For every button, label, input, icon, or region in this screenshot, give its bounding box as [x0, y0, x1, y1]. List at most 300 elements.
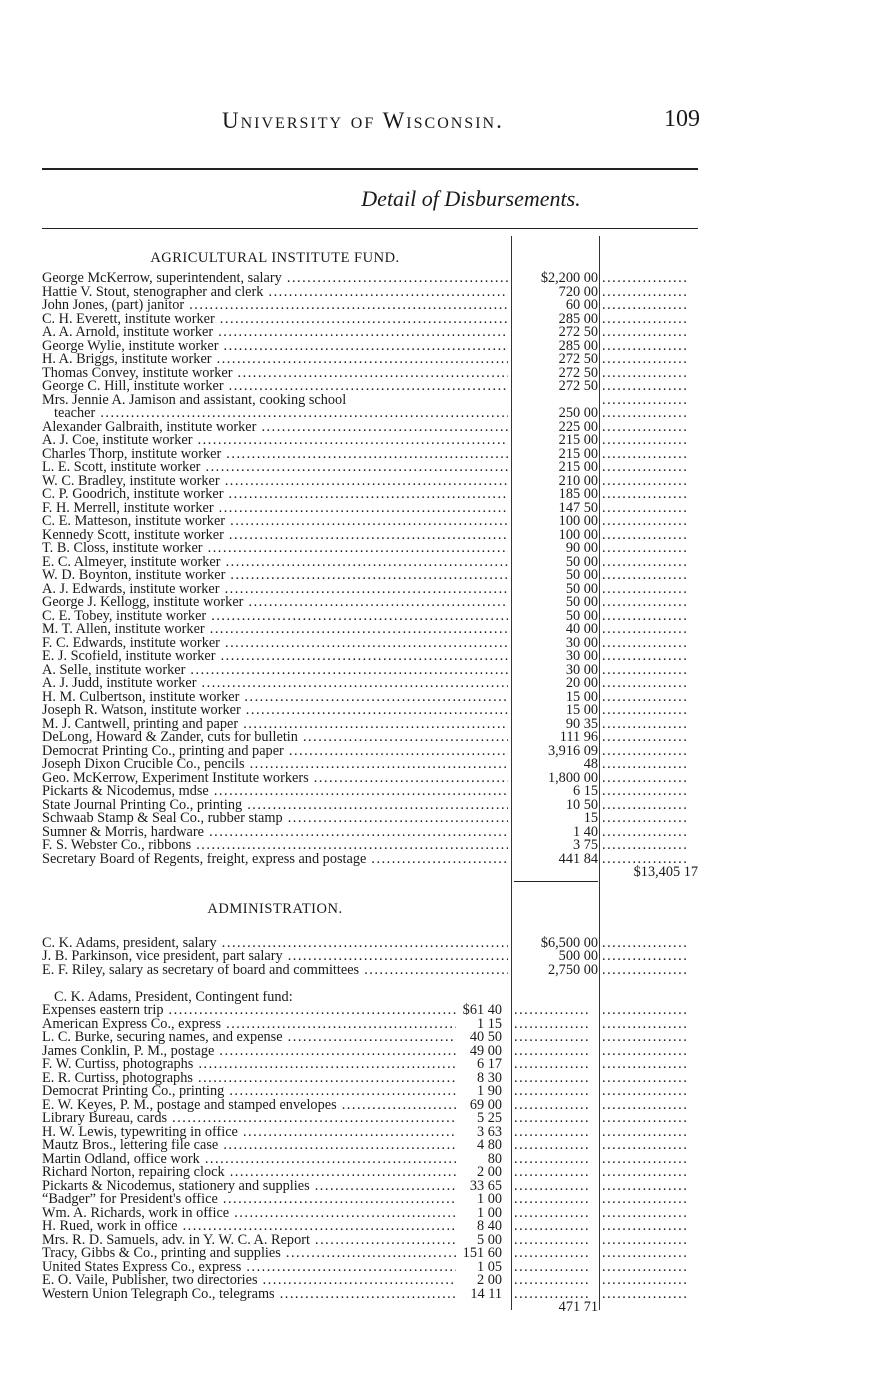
row-description: Expenses eastern trip ..... — [42, 1004, 456, 1018]
row-amount: 40 50 — [469, 1029, 502, 1045]
row-amount: 5 25 — [476, 1110, 502, 1126]
table-row — [42, 1031, 698, 1045]
dot-leader: ................. — [602, 1179, 689, 1193]
dot-leader: ................. — [602, 1139, 689, 1153]
table-row — [42, 553, 698, 570]
row-description: A. J. Edwards, institute worker ..... — [42, 583, 508, 597]
dot-leader: ................. — [602, 447, 689, 461]
dot-leader: ................. — [602, 1058, 689, 1072]
row-description: M. T. Allen, institute worker ..... — [42, 623, 508, 637]
row-amount: $6,500 00 — [540, 934, 598, 951]
row-description: E. F. Riley, salary as secretary of board and committees ..... — [42, 964, 508, 978]
dot-leader: ............... — [514, 1220, 591, 1234]
row-amount: 80 — [487, 1150, 502, 1167]
row-description: State Journal Printing Co., printing ..... — [42, 799, 508, 813]
row-description: L. C. Burke, securing names, and expense ..... — [42, 1031, 456, 1045]
row-amount: 100 00 — [558, 513, 598, 529]
administration-heading: ADMINISTRATION. — [207, 901, 343, 917]
page-number: 109 — [664, 106, 700, 132]
row-amount: 1 15 — [476, 1015, 502, 1032]
administration-section — [42, 899, 698, 1315]
contingent-heading-row — [42, 991, 698, 1005]
row-amount: 90 00 — [565, 540, 598, 556]
row-description: John Jones, (part) janitor ..... — [42, 299, 508, 313]
row-amount: 20 00 — [565, 675, 598, 691]
table-row — [42, 650, 698, 664]
row-amount: 6 15 — [572, 783, 598, 799]
row-description: teacher ..... — [42, 407, 508, 421]
row-amount: 60 00 — [565, 297, 598, 313]
table-row — [42, 1042, 698, 1059]
row-amount: 1 05 — [476, 1258, 502, 1275]
row-description: H. W. Lewis, typewriting in office ..... — [42, 1126, 456, 1140]
dot-leader: ................. — [602, 1004, 689, 1018]
row-amount: 30 00 — [565, 648, 598, 664]
dot-leader: ................. — [602, 285, 689, 299]
table-row — [42, 812, 698, 826]
table-row — [42, 1285, 698, 1302]
row-amount: 3,916 09 — [547, 742, 598, 759]
table-row — [42, 715, 698, 732]
row-amount: 6 17 — [476, 1056, 502, 1072]
row-amount: 49 00 — [469, 1042, 502, 1059]
table-row — [42, 1015, 698, 1032]
contingent-total-row — [42, 1301, 698, 1315]
table-row — [42, 364, 698, 381]
dot-leader: ................. — [602, 1152, 689, 1166]
dot-leader: ................. — [602, 1044, 689, 1058]
dot-leader: ................. — [602, 609, 689, 623]
dot-leader: ................. — [602, 963, 689, 977]
table-row — [42, 677, 698, 691]
row-description: H. M. Culbertson, institute worker ..... — [42, 691, 508, 705]
row-amount: 720 00 — [558, 283, 598, 300]
dot-leader: ................. — [602, 812, 689, 826]
row-amount: 500 00 — [558, 948, 598, 964]
table-row — [42, 731, 698, 745]
dot-leader: ................. — [602, 528, 689, 542]
row-description: F. S. Webster Co., ribbons ..... — [42, 839, 508, 853]
row-description: Democrat Printing Co., printing ..... — [42, 1085, 456, 1099]
table-row — [42, 580, 698, 597]
dot-leader: ................. — [602, 1112, 689, 1126]
table-row — [42, 380, 698, 394]
dot-leader: ................. — [602, 353, 689, 367]
row-description: Mrs. R. D. Samuels, adv. in Y. W. C. A. Report ..... — [42, 1234, 456, 1248]
running-title: University of Wisconsin. — [222, 108, 504, 133]
table-row — [42, 488, 698, 502]
row-description: H. A. Briggs, institute worker ..... — [42, 353, 508, 367]
row-description: F. C. Edwards, institute worker ..... — [42, 637, 508, 651]
agricultural-total: $13,405 17 — [633, 864, 698, 880]
agricultural-fund-heading: AGRICULTURAL INSTITUTE FUND. — [150, 250, 400, 266]
table-row — [42, 1193, 698, 1207]
row-amount: 50 00 — [565, 594, 598, 610]
table-row — [42, 445, 698, 462]
row-amount: 40 00 — [565, 621, 598, 637]
row-amount: 50 00 — [565, 607, 598, 624]
row-description: Charles Thorp, institute worker ..... — [42, 448, 508, 462]
row-description: American Express Co., express ..... — [42, 1018, 456, 1032]
dot-leader: ............... — [514, 1179, 591, 1193]
row-description: George McKerrow, superintendent, salary ..... — [42, 272, 508, 286]
row-amount: 1 00 — [476, 1191, 502, 1207]
row-description: E. J. Scofield, institute worker ..... — [42, 650, 508, 664]
contingent-rows — [42, 1004, 698, 1301]
table-row — [42, 634, 698, 651]
table-row — [42, 1096, 698, 1113]
table-row — [42, 526, 698, 543]
dot-leader: ............... — [514, 1139, 591, 1153]
row-description: L. E. Scott, institute worker ..... — [42, 461, 508, 475]
row-description: E. R. Curtiss, photographs ..... — [42, 1072, 456, 1086]
table-row — [42, 961, 698, 978]
table-row — [42, 1177, 698, 1194]
row-description: T. B. Closs, institute worker ..... — [42, 542, 508, 556]
row-amount: 2 00 — [476, 1164, 502, 1180]
row-description: A. Selle, institute worker ..... — [42, 664, 508, 678]
dot-leader: ................. — [602, 326, 689, 340]
table-row — [42, 769, 698, 786]
row-description: W. C. Bradley, institute worker ..... — [42, 475, 508, 489]
row-description: W. D. Boynton, institute worker ..... — [42, 569, 508, 583]
title-rule — [42, 228, 698, 229]
dot-leader: ................. — [602, 488, 689, 502]
row-description: C. E. Matteson, institute worker ..... — [42, 515, 508, 529]
row-amount: 215 00 — [558, 459, 598, 475]
row-amount: 272 50 — [558, 364, 598, 381]
dot-leader: ................. — [602, 731, 689, 745]
table-row — [42, 950, 698, 964]
dot-leader: ............... — [514, 1125, 591, 1139]
dot-leader: ............... — [514, 1166, 591, 1180]
table-row — [42, 407, 698, 421]
row-amount: 50 00 — [565, 567, 598, 583]
table-row — [42, 704, 698, 718]
dot-leader: ................. — [602, 1206, 689, 1220]
table-row — [42, 326, 698, 340]
dot-leader: ................. — [602, 420, 689, 434]
row-description: Democrat Printing Co., printing and paper ..... — [42, 745, 508, 759]
dot-leader: ................. — [602, 1193, 689, 1207]
row-amount: 50 00 — [565, 580, 598, 597]
dot-leader: ............... — [514, 1071, 591, 1085]
table-row — [42, 1247, 698, 1261]
row-description: Sumner & Morris, hardware ..... — [42, 826, 508, 840]
row-description: J. B. Parkinson, vice president, part salary ..... — [42, 950, 508, 964]
row-amount: 10 50 — [565, 796, 598, 813]
dot-leader: ................. — [602, 650, 689, 664]
row-description: F. H. Merrell, institute worker ..... — [42, 502, 508, 516]
dot-leader: ............... — [514, 1206, 591, 1220]
row-amount: 2,750 00 — [547, 961, 598, 978]
dot-leader: ............... — [514, 1044, 591, 1058]
table-row — [42, 337, 698, 354]
row-description: Library Bureau, cards ..... — [42, 1112, 456, 1126]
dot-leader: ............... — [514, 1274, 591, 1288]
table-row — [42, 623, 698, 637]
row-amount: 4 80 — [476, 1137, 502, 1153]
dot-leader: ................. — [602, 771, 689, 785]
dot-leader: ................. — [602, 798, 689, 812]
dot-leader: ................. — [602, 312, 689, 326]
table-row — [42, 353, 698, 367]
row-amount: 8 40 — [476, 1218, 502, 1234]
row-amount: 15 — [583, 810, 598, 826]
table-row — [42, 1069, 698, 1086]
row-description: F. W. Curtiss, photographs ..... — [42, 1058, 456, 1072]
agricultural-total-row — [42, 866, 698, 880]
row-amount: 69 00 — [469, 1096, 502, 1113]
dot-leader: ................. — [602, 515, 689, 529]
dot-leader: ............... — [514, 1152, 591, 1166]
row-amount: 147 50 — [558, 499, 598, 516]
dot-leader: ................. — [602, 1017, 689, 1031]
dot-leader: ................. — [602, 1125, 689, 1139]
dot-leader: ............... — [514, 1085, 591, 1099]
row-amount: 111 96 — [559, 729, 598, 745]
row-description: Western Union Telegraph Co., telegrams ..... — [42, 1288, 456, 1302]
dot-leader: ................. — [602, 1287, 689, 1301]
row-amount: 30 00 — [565, 661, 598, 678]
dot-leader: ................. — [602, 744, 689, 758]
dot-leader: ................. — [602, 936, 689, 950]
dot-leader: ................. — [602, 852, 689, 866]
row-description: Thomas Convey, institute worker ..... — [42, 367, 508, 381]
row-description: Kennedy Scott, institute worker ..... — [42, 529, 508, 543]
table-row — [42, 1112, 698, 1126]
dot-leader: ................. — [602, 717, 689, 731]
row-description: C. E. Tobey, institute worker ..... — [42, 610, 508, 624]
running-head — [0, 108, 872, 138]
row-amount: 100 00 — [558, 526, 598, 543]
row-description: A. A. Arnold, institute worker ..... — [42, 326, 508, 340]
row-description: Mrs. Jennie A. Jamison and assistant, cooking school — [42, 393, 347, 407]
dot-leader: ............... — [514, 1260, 591, 1274]
dot-leader: ................. — [602, 1071, 689, 1085]
row-amount: 272 50 — [558, 324, 598, 340]
table-row — [42, 1123, 698, 1140]
row-amount: $61 40 — [462, 1002, 502, 1018]
row-amount: 1,800 00 — [547, 769, 598, 786]
dot-leader: ............... — [514, 1247, 591, 1261]
row-amount: 225 00 — [558, 418, 598, 435]
table-row — [42, 515, 698, 529]
row-description: George C. Hill, institute worker ..... — [42, 380, 508, 394]
row-amount: 215 00 — [558, 445, 598, 462]
row-amount: 8 30 — [476, 1069, 502, 1086]
row-amount: 272 50 — [558, 378, 598, 394]
row-description: Geo. McKerrow, Experiment Institute workers ..... — [42, 772, 508, 786]
agricultural-rows — [42, 272, 698, 866]
dot-leader: ................. — [602, 393, 689, 407]
dot-leader: ............... — [514, 1287, 591, 1301]
row-description: James Conklin, P. M., postage ..... — [42, 1045, 456, 1059]
row-description: United States Express Co., express ..... — [42, 1261, 456, 1275]
row-amount: 48 — [583, 756, 598, 772]
row-description: Wm. A. Richards, work in office ..... — [42, 1207, 456, 1221]
dot-leader: ................. — [602, 690, 689, 704]
row-description: Martin Odland, office work ..... — [42, 1153, 456, 1167]
row-amount: 215 00 — [558, 432, 598, 448]
row-description: Alexander Galbraith, institute worker ..... — [42, 421, 508, 435]
table-row — [42, 1150, 698, 1167]
row-amount: 15 00 — [565, 702, 598, 718]
agricultural-sum-rule — [514, 881, 598, 882]
table-row — [42, 661, 698, 678]
row-amount: 1 90 — [476, 1083, 502, 1099]
dot-leader: ................. — [602, 474, 689, 488]
dot-leader: ................. — [602, 1085, 689, 1099]
page-title: Detail of Disbursements. — [361, 186, 581, 211]
dot-leader: ............... — [514, 1004, 591, 1018]
row-amount: 250 00 — [558, 405, 598, 421]
table-row — [42, 542, 698, 556]
table-row — [42, 850, 698, 867]
dot-leader: ................. — [602, 407, 689, 421]
dot-leader: ................. — [602, 569, 689, 583]
row-description: E. C. Almeyer, institute worker ..... — [42, 556, 508, 570]
row-description: Tracy, Gibbs & Co., printing and supplies ..... — [42, 1247, 456, 1261]
table-row — [42, 394, 698, 408]
dot-leader: ................. — [602, 555, 689, 569]
dot-leader: ................. — [602, 1247, 689, 1261]
row-description: Pickarts & Nicodemus, mdse ..... — [42, 785, 508, 799]
table-row — [42, 1085, 698, 1099]
contingent-total: 471 71 — [558, 1299, 598, 1315]
dot-leader: ................. — [602, 623, 689, 637]
dot-leader: ................. — [602, 1260, 689, 1274]
row-description: Pickarts & Nicodemus, stationery and supplies ..... — [42, 1180, 456, 1194]
row-description: C. H. Everett, institute worker ..... — [42, 313, 508, 327]
row-amount: 272 50 — [558, 351, 598, 367]
dot-leader: ................. — [602, 582, 689, 596]
dot-leader: ................. — [602, 677, 689, 691]
table-row — [42, 434, 698, 448]
table-row — [42, 1139, 698, 1153]
dot-leader: ................. — [602, 1031, 689, 1045]
row-description: A. J. Coe, institute worker ..... — [42, 434, 508, 448]
agricultural-institute-fund — [42, 248, 698, 880]
dot-leader: ................. — [602, 272, 689, 286]
row-amount: 285 00 — [558, 310, 598, 327]
table-row — [42, 796, 698, 813]
table-row — [42, 569, 698, 583]
dot-leader: ................. — [602, 1166, 689, 1180]
table-row — [42, 785, 698, 799]
dot-leader: ............... — [514, 1112, 591, 1126]
table-row — [42, 1004, 698, 1018]
table-row — [42, 272, 698, 286]
table-row — [42, 299, 698, 313]
table-row — [42, 1258, 698, 1275]
dot-leader: ................. — [602, 339, 689, 353]
administration-rows — [42, 934, 698, 978]
row-description: Richard Norton, repairing clock ..... — [42, 1166, 456, 1180]
dot-leader: ................. — [602, 366, 689, 380]
dot-leader: ................. — [602, 461, 689, 475]
dot-leader: ................. — [602, 704, 689, 718]
row-description: Schwaab Stamp & Seal Co., rubber stamp ..... — [42, 812, 508, 826]
dot-leader: ................. — [602, 1098, 689, 1112]
table-row — [42, 418, 698, 435]
table-row — [42, 1274, 698, 1288]
table-row — [42, 283, 698, 300]
table-row — [42, 310, 698, 327]
dot-leader: ................. — [602, 501, 689, 515]
dot-leader: ................. — [602, 1220, 689, 1234]
row-amount: 3 63 — [476, 1123, 502, 1140]
row-amount: $2,200 00 — [540, 270, 598, 286]
dot-leader: ............... — [514, 1031, 591, 1045]
row-amount: 30 00 — [565, 634, 598, 651]
dot-leader: ................. — [602, 785, 689, 799]
row-description: DeLong, Howard & Zander, cuts for bulletin ..... — [42, 731, 508, 745]
table-row — [42, 742, 698, 759]
row-description: C. P. Goodrich, institute worker ..... — [42, 488, 508, 502]
row-amount: 441 84 — [558, 850, 598, 867]
dot-leader: ................. — [602, 542, 689, 556]
row-description: Secretary Board of Regents, freight, express and postage ..... — [42, 853, 508, 867]
row-description: Joseph R. Watson, institute worker ..... — [42, 704, 508, 718]
dot-leader: ................. — [602, 380, 689, 394]
row-description: E. O. Vaile, Publisher, two directories ..... — [42, 1274, 456, 1288]
row-description: George J. Kellogg, institute worker ..... — [42, 596, 508, 610]
row-amount: 210 00 — [558, 472, 598, 489]
row-amount: 2 00 — [476, 1272, 502, 1288]
row-amount: 90 35 — [565, 715, 598, 732]
dot-leader: ............... — [514, 1017, 591, 1031]
row-amount: 285 00 — [558, 337, 598, 354]
row-description: Hattie V. Stout, stenographer and clerk ..... — [42, 286, 508, 300]
table-row — [42, 839, 698, 853]
dot-leader: ................. — [602, 950, 689, 964]
dot-leader: ................. — [602, 636, 689, 650]
table-row — [42, 499, 698, 516]
row-description: H. Rued, work in office ..... — [42, 1220, 456, 1234]
row-description: M. J. Cantwell, printing and paper ..... — [42, 718, 508, 732]
dot-leader: ................. — [602, 839, 689, 853]
dot-leader: ................. — [602, 596, 689, 610]
table-row — [42, 758, 698, 772]
row-amount: 33 65 — [469, 1177, 502, 1194]
row-amount: 1 40 — [572, 823, 598, 840]
row-description: C. K. Adams, president, salary ..... — [42, 937, 508, 951]
row-amount: 151 60 — [462, 1245, 502, 1261]
row-description: Mautz Bros., lettering file case ..... — [42, 1139, 456, 1153]
row-amount: 3 75 — [572, 837, 598, 853]
table-row — [42, 472, 698, 489]
table-row — [42, 461, 698, 475]
table-row — [42, 934, 698, 951]
row-amount: 5 00 — [476, 1231, 502, 1248]
row-description: E. W. Keyes, P. M., postage and stamped envelopes ..... — [42, 1099, 456, 1113]
dot-leader: ................. — [602, 299, 689, 313]
dot-leader: ............... — [514, 1098, 591, 1112]
row-description: George Wylie, institute worker ..... — [42, 340, 508, 354]
header-rule — [42, 168, 698, 170]
dot-leader: ................. — [602, 758, 689, 772]
table-row — [42, 1220, 698, 1234]
row-amount: 1 00 — [476, 1204, 502, 1221]
dot-leader: ................. — [602, 663, 689, 677]
table-row — [42, 688, 698, 705]
row-amount: 15 00 — [565, 688, 598, 705]
dot-leader: ............... — [514, 1233, 591, 1247]
dot-leader: ................. — [602, 1274, 689, 1288]
dot-leader: ................. — [602, 434, 689, 448]
row-description: Joseph Dixon Crucible Co., pencils ..... — [42, 758, 508, 772]
